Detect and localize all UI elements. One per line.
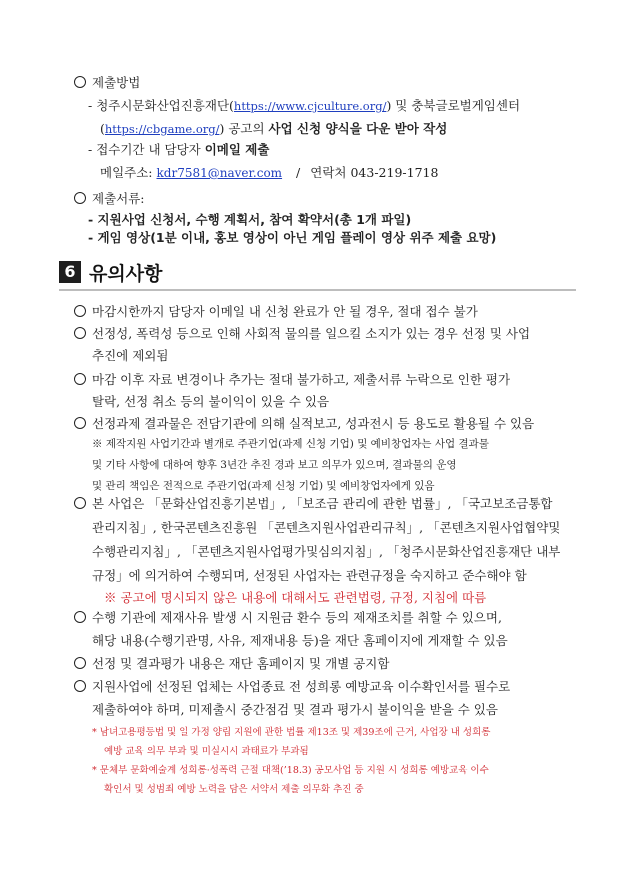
section-number-badge: 6 xyxy=(59,261,81,283)
circle-bullet-icon xyxy=(74,680,86,692)
footnote-1: * 남녀고용평등법 및 일 가정 양립 지원에 관한 법률 제13조 및 제39조에 근거, 사업장 내 성희롱 xyxy=(92,727,491,738)
circle-bullet-icon xyxy=(74,373,86,385)
footnote-1-cont: 예방 교육 의무 부과 및 미실시시 과태료가 부과됨 xyxy=(104,746,309,757)
submission-line-1: - 청주시문화산업진흥재단(https://www.cjculture.org/) 및 충북글로벌게임센터 xyxy=(88,98,521,113)
doc-item-1: - 지원사업 신청서, 수행 계획서, 참여 확약서(총 1개 파일) xyxy=(88,212,412,227)
circle-bullet-icon xyxy=(74,76,86,88)
note-7: 선정 및 결과평가 내용은 재단 홈페이지 및 개별 공지함 xyxy=(74,655,389,672)
circle-bullet-icon xyxy=(74,327,86,339)
footnote-2-cont: 확인서 및 성범죄 예방 노력을 담은 서약서 제출 의무화 추진 중 xyxy=(104,784,364,795)
footnote-2: * 문체부 문화예술계 성희롱·성폭력 근절 대책(’18.3) 공모사업 등 지원 시 성희롱 예방교육 이수 xyxy=(92,765,489,776)
note-1: 마감시한까지 담당자 이메일 내 신청 완료가 안 될 경우, 절대 접수 불가 xyxy=(74,303,478,320)
note-4-remark-2: 및 기타 사항에 대하여 향후 3년간 추진 경과 보고 의무가 있으며, 결과물의 운영 xyxy=(92,459,457,471)
note-2: 선정성, 폭력성 등으로 인해 사회적 물의를 일으킬 소지가 있는 경우 선정 및 사업 xyxy=(74,325,530,342)
circle-bullet-icon xyxy=(74,192,86,204)
section-divider xyxy=(59,289,576,291)
note-5-cont-3: 규정」에 의거하여 수행되며, 선정된 사업자는 관련규정을 숙지하고 준수해야 함 xyxy=(92,568,527,583)
section-title: 유의사항 xyxy=(89,263,163,285)
note-5-cont-2: 수행관리지침」, 「콘텐츠지원사업평가및심의지침」, 「청주시문화산업진흥재단 내부 xyxy=(92,544,561,559)
circle-bullet-icon xyxy=(74,657,86,669)
note-8: 지원사업에 선정된 업체는 사업종료 전 성희롱 예방교육 이수확인서를 필수로 xyxy=(74,678,510,695)
note-6-cont: 해당 내용(수행기관명, 사유, 제재내용 등)을 재단 홈페이지에 게재할 수 있음 xyxy=(92,633,508,648)
cbgame-link[interactable]: https://cbgame.org/ xyxy=(104,122,220,136)
note-4-remark-1: ※ 제작지원 사업기간과 별개로 주관기업(과제 신청 기업) 및 예비창업자는 사업 결과물 xyxy=(92,438,489,450)
circle-bullet-icon xyxy=(74,417,86,429)
note-5-remark: ※ 공고에 명시되지 않은 내용에 대해서도 관련법령, 규정, 지침에 따름 xyxy=(104,590,487,605)
note-3-cont: 탈락, 선정 취소 등의 불이익이 있을 수 있음 xyxy=(92,394,330,409)
circle-bullet-icon xyxy=(74,497,86,509)
note-5: 본 사업은 「문화산업진흥기본법」, 「보조금 관리에 관한 법률」, 「국고보조금통합 xyxy=(74,495,553,512)
note-4: 선정과제 결과물은 전담기관에 의해 실적보고, 성과전시 등 용도로 활용될 수 있음 xyxy=(74,415,534,432)
note-6: 수행 기관에 제재사유 발생 시 지원금 환수 등의 제재조치를 취할 수 있으며, xyxy=(74,609,502,626)
circle-bullet-icon xyxy=(74,611,86,623)
submission-method-heading: 제출방법 xyxy=(74,74,140,91)
submission-line-3: - 접수기간 내 담당자 이메일 제출 xyxy=(88,142,270,157)
note-2-cont: 추진에 제외됨 xyxy=(92,348,169,363)
note-4-remark-3: 및 관리 책임은 전적으로 주관기업(과제 신청 기업) 및 예비창업자에게 있음 xyxy=(92,480,435,492)
note-3: 마감 이후 자료 변경이나 추가는 절대 불가하고, 제출서류 누락으로 인한 평가 xyxy=(74,371,510,388)
cjculture-link[interactable]: https://www.cjculture.org/ xyxy=(233,99,387,113)
circle-bullet-icon xyxy=(74,305,86,317)
contact-line: 메일주소: kdr7581@naver.com / 연락처 043-219-1718 xyxy=(100,165,439,180)
note-8-cont: 제출하여야 하며, 미제출시 중간점검 및 결과 평가시 불이익을 받을 수 있음 xyxy=(92,702,498,717)
doc-item-2: - 게임 영상(1분 이내, 홍보 영상이 아닌 게임 플레이 영상 위주 제출 요망) xyxy=(88,230,497,245)
submission-docs-heading: 제출서류: xyxy=(74,190,145,207)
submission-line-2: (https://cbgame.org/) 공고의 사업 신청 양식을 다운 받아 작성 xyxy=(100,121,448,136)
email-link[interactable]: kdr7581@naver.com xyxy=(156,166,283,180)
note-5-cont-1: 관리지침」, 한국콘텐츠진흥원 「콘텐츠지원사업관리규칙」, 「콘텐츠지원사업협약및 xyxy=(92,520,561,535)
